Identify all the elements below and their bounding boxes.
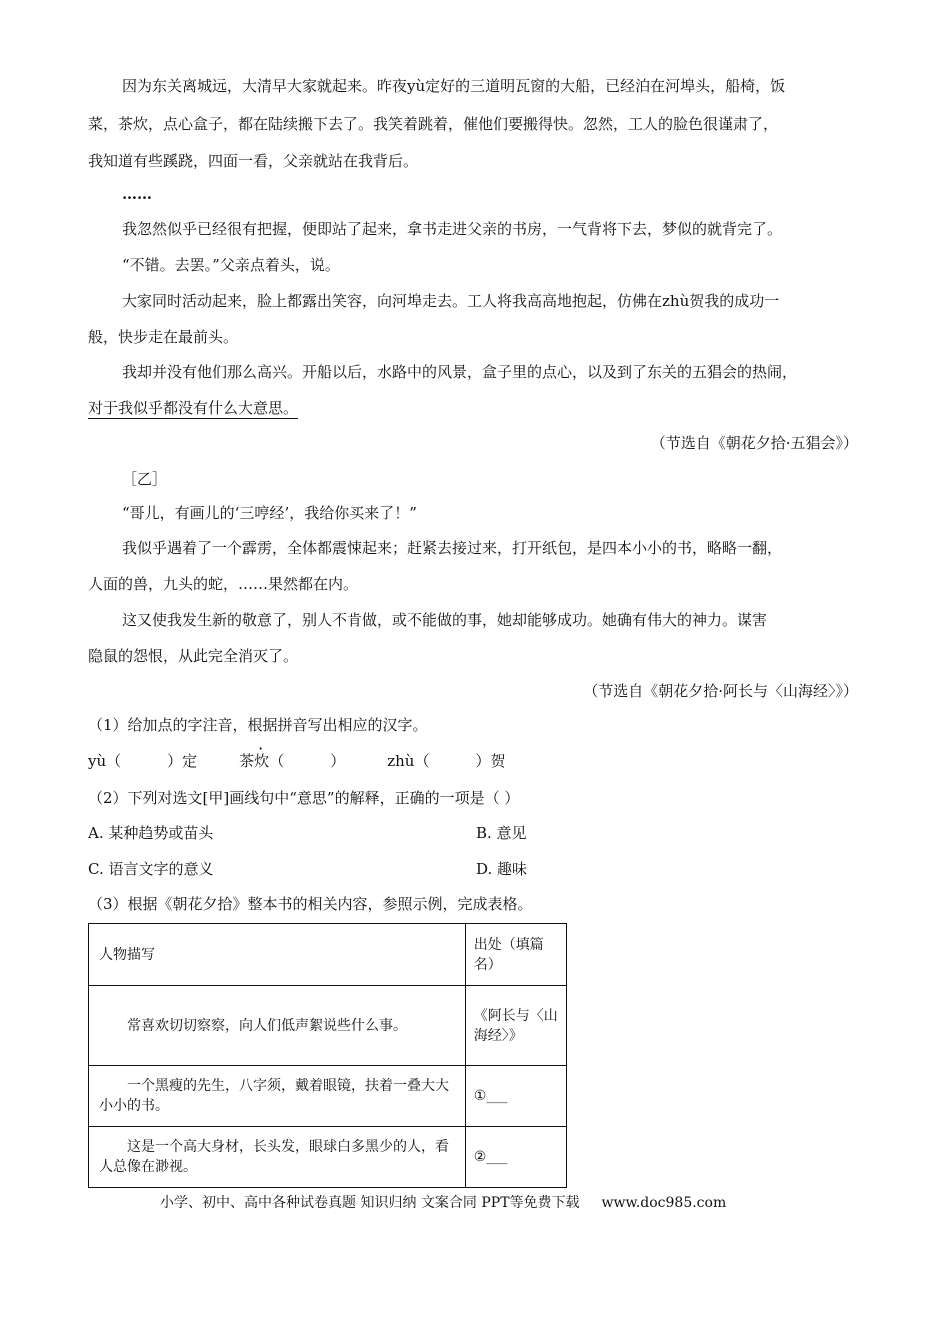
row-desc (89, 1127, 466, 1188)
item-b-close: ） (330, 752, 346, 770)
row-desc (89, 986, 466, 1066)
table-row (89, 986, 567, 1066)
passage-jia-line: 般，快步走在最前头。 (88, 328, 239, 346)
table-header-row (89, 924, 567, 986)
passage-yi-line: “哥儿，有画儿的‘三哼经’，我给你买来了！” (122, 504, 417, 522)
item-c-pinyin: zhù（ (387, 752, 430, 770)
passage-yi-line: 我似乎遇着了一个霹雳，全体都震悚起来；赶紧去接过来，打开纸包，是四本小小的书，略略一翻， (122, 539, 783, 557)
item-a-pinyin: yù（ (88, 752, 122, 770)
passage-jia-line: “不错。去罢。”父亲点着头，说。 (122, 256, 340, 274)
option-c[interactable]: C. 语言文字的意义 (88, 860, 214, 878)
passage-jia-line: 大家同时活动起来，脸上都露出笑容，向河埠走去。工人将我高高地抱起，仿佛在zhù贺我的成功一 (122, 292, 780, 310)
ellipsis: …… (122, 185, 152, 203)
passage-yi-line: 隐鼠的怨恨，从此完全消灭了。 (88, 647, 299, 665)
item-a-end: ）定 (167, 752, 198, 770)
row-desc-text: 一个黑瘦的先生，八字须，戴着眼镜，扶着一叠大大小小的书。 (99, 1078, 449, 1114)
option-d[interactable]: D. 趣味 (476, 860, 528, 878)
header-source: 出处（填篇名） (465, 924, 566, 986)
question-1-items (88, 751, 505, 771)
source-yi: （节选自《朝花夕拾·阿长与〈山海经〉》） (583, 682, 858, 700)
question-1: （1）给加点的字注音，根据拼音写出相应的汉字。 (88, 716, 428, 734)
passage-yi-line: 这又使我发生新的敬意了，别人不肯做，或不能做的事，她却能够成功。她确有伟大的神力。谋害 (122, 611, 768, 629)
footer-text: 小学、初中、高中各种试卷真题 知识归纳 文案合同 PPT等免费下载 (160, 1195, 580, 1211)
item-c-end: ）贺 (475, 752, 506, 770)
row-source-answer[interactable]: ①___ (465, 1066, 566, 1127)
source-jia: （节选自《朝花夕拾·五猖会》） (650, 434, 858, 452)
passage-jia-line: 我却并没有他们那么高兴。开船以后，水路中的风景，盒子里的点心，以及到了东关的五猖会的热闹， (122, 363, 798, 381)
header-desc: 人物描写 (89, 924, 466, 986)
row-source-answer[interactable]: ②___ (465, 1127, 566, 1188)
item-b-pre: 茶 (239, 752, 255, 770)
passage-jia-line: 因为东关离城远，大清早大家就起来。昨夜yù定好的三道明瓦窗的大船，已经泊在河埠头，船椅，饭 (122, 77, 786, 95)
row-desc-text: 这是一个高大身材，长头发，眼球白多黑少的人，看人总像在渺视。 (99, 1139, 449, 1175)
passage-yi-line: 人面的兽，九头的蛇，……果然都在内。 (88, 575, 359, 593)
option-b[interactable]: B. 意见 (476, 824, 527, 842)
underlined-text: 对于我似乎都没有什么大意思。 (88, 399, 299, 417)
table-row (89, 1127, 567, 1188)
passage-jia-line: 我知道有些蹊跷，四面一看，父亲就站在我背后。 (88, 152, 419, 170)
option-a[interactable]: A. 某种趋势或苗头 (88, 824, 214, 842)
table-row (89, 1066, 567, 1127)
question-3: （3）根据《朝花夕拾》整本书的相关内容，参照示例，完成表格。 (88, 895, 533, 913)
answer-table (88, 923, 567, 1188)
question-2: （2）下列对选文[甲]画线句中“意思”的解释，正确的一项是（ ） (88, 789, 520, 807)
underlined-sentence (88, 398, 298, 418)
dotted-char: 炊 (254, 752, 270, 770)
passage-jia-line: 我忽然似乎已经很有把握，便即站了起来，拿书走进父亲的书房，一气背将下去，梦似的就背完了。 (122, 220, 783, 238)
footer (160, 1192, 726, 1212)
row-source: 《阿长与〈山海经〉》 (465, 986, 566, 1066)
passage-yi-label: ［乙］ (122, 470, 168, 488)
row-desc-text: 常喜欢切切察察，向人们低声絮说些什么事。 (127, 1017, 407, 1034)
passage-jia-line: 菜，茶炊，点心盒子，都在陆续搬下去了。我笑着跳着，催他们要搬得快。忽然，工人的脸色很谨肃了， (88, 115, 779, 133)
footer-url[interactable]: www.doc985.com (601, 1195, 727, 1211)
item-b-open: （ (269, 752, 285, 770)
row-desc (89, 1066, 466, 1127)
